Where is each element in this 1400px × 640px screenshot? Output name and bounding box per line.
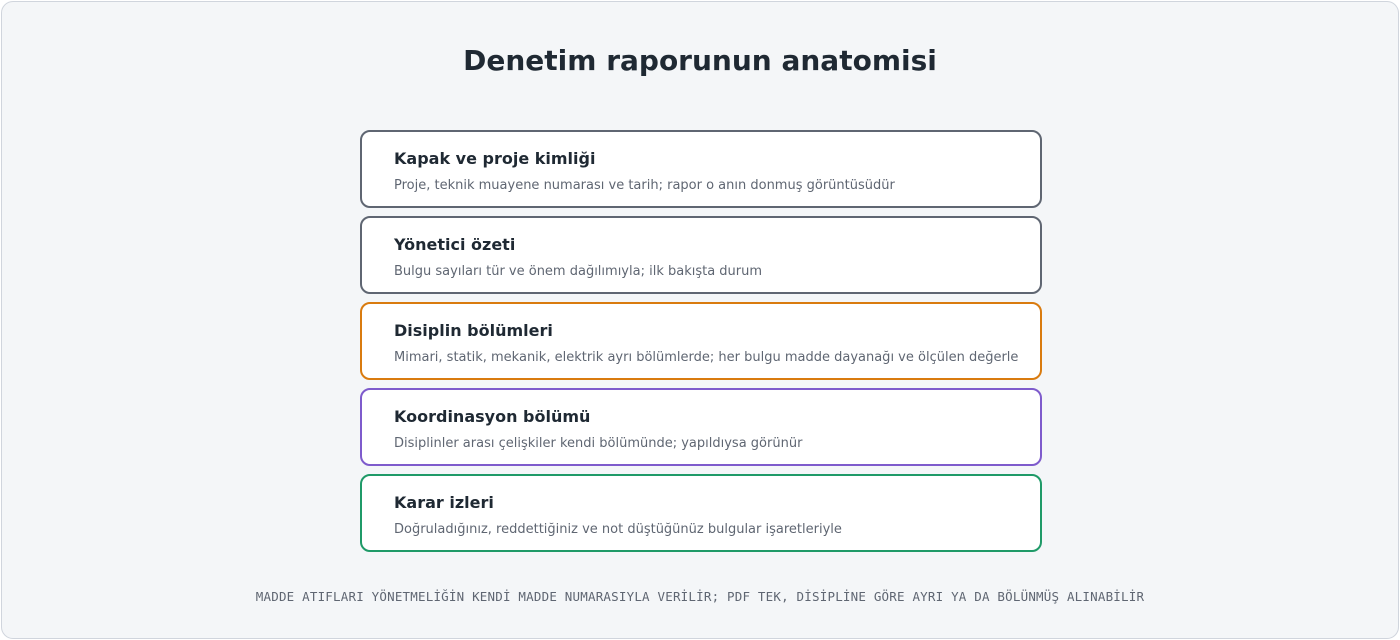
section-description: Proje, teknik muayene numarası ve tarih; rapor o anın donmuş görüntüsüdür	[394, 178, 895, 193]
report-sections	[360, 130, 1042, 560]
footnote: MADDE ATIFLARI YÖNETMELİĞİN KENDİ MADDE NUMARASIYLA VERİLİR; PDF TEK, DİSİPLİNE GÖRE AYRI YA DA BÖLÜNMÜŞ ALINABİLİR	[255, 589, 1145, 604]
section-heading: Kapak ve proje kimliği	[394, 149, 596, 168]
section-heading: Karar izleri	[394, 493, 494, 512]
section-description: Bulgu sayıları tür ve önem dağılımıyla; ilk bakışta durum	[394, 264, 763, 279]
diagram-title: Denetim raporunun anatomisi	[463, 44, 937, 77]
section-description: Doğruladığınız, reddettiğiniz ve not düştüğünüz bulgular işaretleriyle	[394, 522, 842, 537]
section-description: Disiplinler arası çelişkiler kendi bölümünde; yapıldıysa görünür	[394, 436, 803, 451]
section-executive-summary	[360, 216, 1042, 294]
section-disciplines	[360, 302, 1042, 380]
section-heading: Koordinasyon bölümü	[394, 407, 591, 426]
section-coordination	[360, 388, 1042, 466]
section-heading: Disiplin bölümleri	[394, 321, 553, 340]
section-decision-trail	[360, 474, 1042, 552]
section-description: Mimari, statik, mekanik, elektrik ayrı bölümlerde; her bulgu madde dayanağı ve ölçülen değerle	[394, 350, 1019, 365]
section-heading: Yönetici özeti	[394, 235, 516, 254]
diagram-canvas	[1, 1, 1399, 639]
section-cover	[360, 130, 1042, 208]
